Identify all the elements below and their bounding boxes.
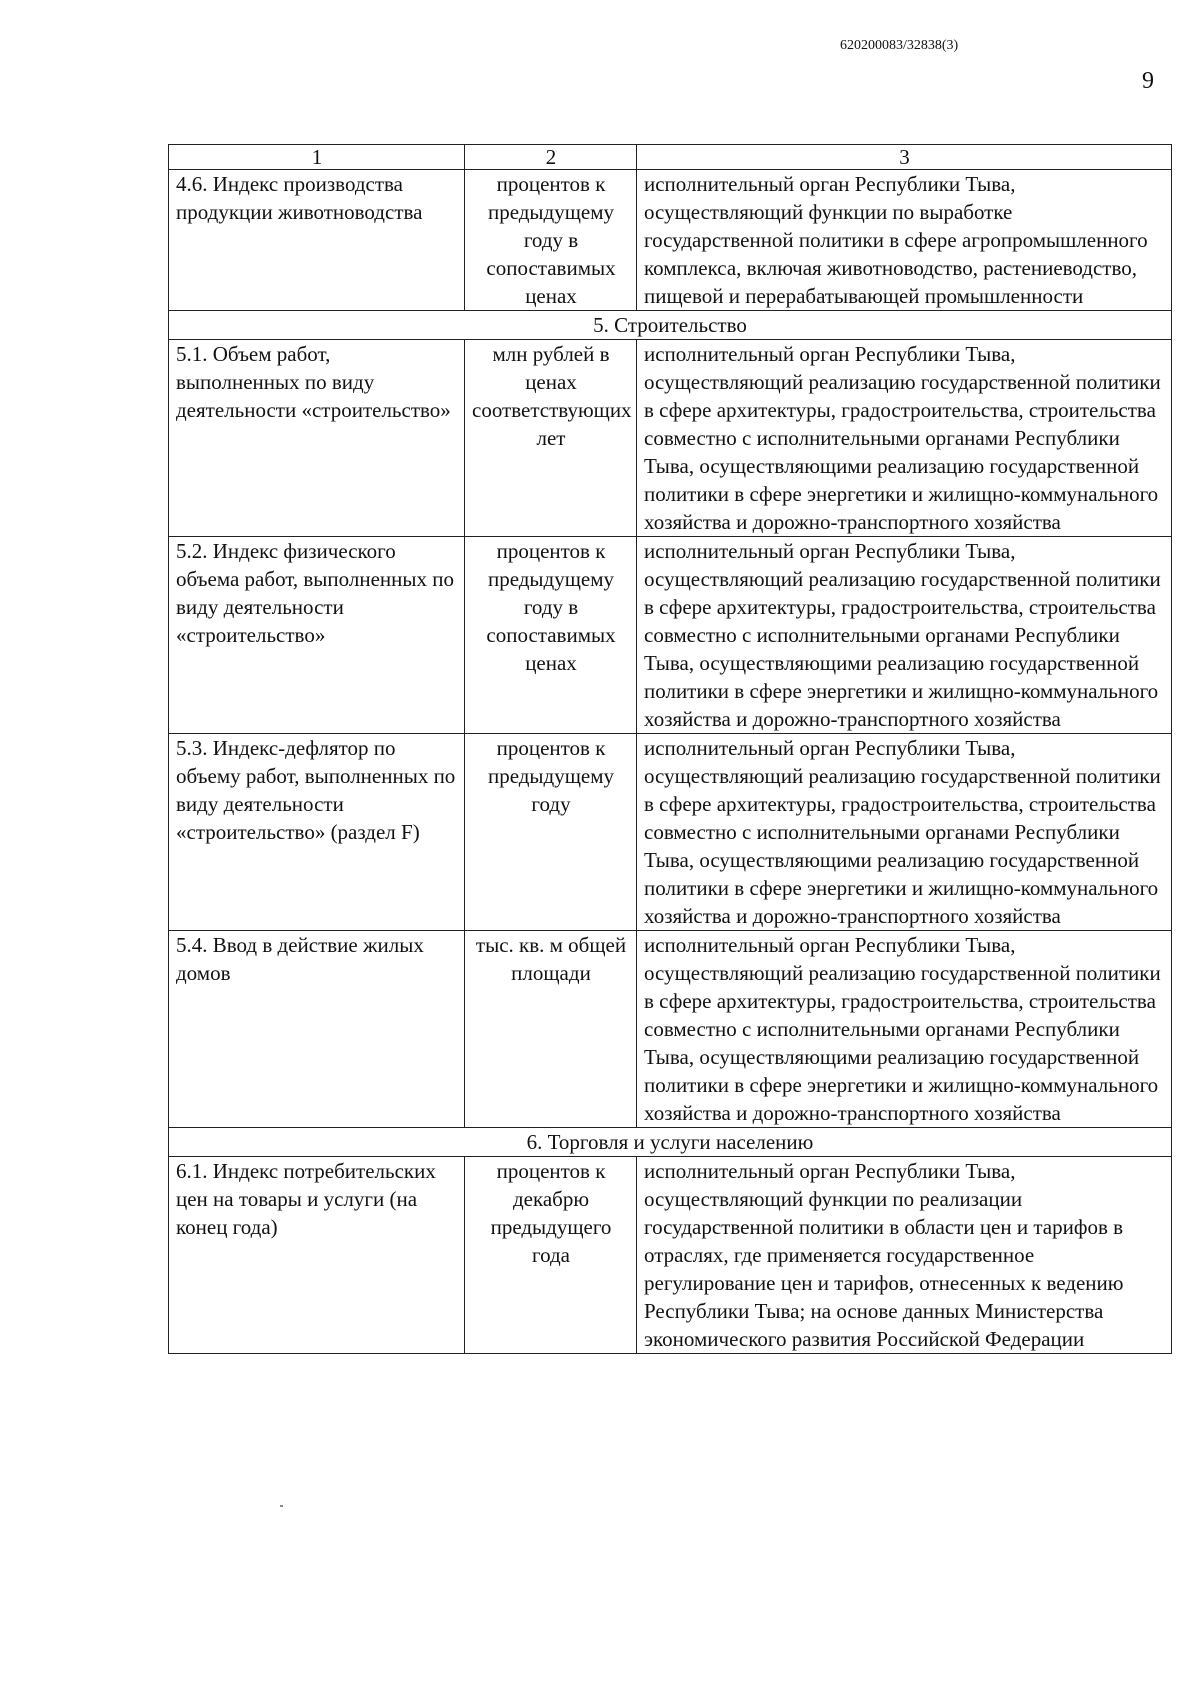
indicators-table [168,144,1172,1354]
column-header-1: 1 [169,145,465,170]
section-title: 5. Строительство [169,311,1172,340]
section-row [169,311,1172,340]
indicator-cell: 5.4. Ввод в действие жилых домов [169,931,465,1128]
table-row [169,537,1172,734]
page-number: 9 [1142,68,1154,94]
indicator-cell: 6.1. Индекс потребительских цен на товары и услуги (на конец года) [169,1157,465,1354]
unit-cell: процентов к декабрю предыдущего года [465,1157,637,1354]
indicator-cell: 5.3. Индекс-дефлятор по объему работ, выполненных по виду деятельности «строительство» (раздел F) [169,734,465,931]
indicator-cell: 5.1. Объем работ, выполненных по виду деятельности «строительство» [169,340,465,537]
column-header-2: 2 [465,145,637,170]
section-row [169,1128,1172,1157]
unit-cell: процентов к предыдущему году [465,734,637,931]
scan-speck [280,1505,283,1507]
table-header-row [169,145,1172,170]
unit-cell: тыс. кв. м общей площади [465,931,637,1128]
indicator-cell: 4.6. Индекс производства продукции животноводства [169,170,465,311]
table-row [169,340,1172,537]
document-id: 620200083/32838(3) [840,38,959,53]
responsible-cell: исполнительный орган Республики Тыва, осуществляющий реализацию государственной политики в сфере архитектуры, градостроительства, строительства совместно с исполнительными органами Республики Тыва, осуществляющими реализацию государственной политики в сфере энергетики и жилищно-коммунального хозяйства и дорожно-транспортного хозяйства [637,340,1172,537]
table-row [169,170,1172,311]
responsible-cell: исполнительный орган Республики Тыва, осуществляющий реализацию государственной политики в сфере архитектуры, градостроительства, строительства совместно с исполнительными органами Республики Тыва, осуществляющими реализацию государственной политики в сфере энергетики и жилищно-коммунального хозяйства и дорожно-транспортного хозяйства [637,537,1172,734]
unit-cell: процентов к предыдущему году в сопоставимых ценах [465,170,637,311]
unit-cell: млн рублей в ценах соответствующих лет [465,340,637,537]
unit-cell: процентов к предыдущему году в сопоставимых ценах [465,537,637,734]
table-row [169,1157,1172,1354]
responsible-cell: исполнительный орган Республики Тыва, осуществляющий реализацию государственной политики в сфере архитектуры, градостроительства, строительства совместно с исполнительными органами Республики Тыва, осуществляющими реализацию государственной политики в сфере энергетики и жилищно-коммунального хозяйства и дорожно-транспортного хозяйства [637,734,1172,931]
table-row [169,734,1172,931]
responsible-cell: исполнительный орган Республики Тыва, осуществляющий реализацию государственной политики в сфере архитектуры, градостроительства, строительства совместно с исполнительными органами Республики Тыва, осуществляющими реализацию государственной политики в сфере энергетики и жилищно-коммунального хозяйства и дорожно-транспортного хозяйства [637,931,1172,1128]
responsible-cell: исполнительный орган Республики Тыва, осуществляющий функции по выработке государственной политики в сфере агропромышленного комплекса, включая животноводство, растениеводство, пищевой и перерабатывающей промышленности [637,170,1172,311]
indicators-table-container [168,144,1171,1354]
responsible-cell: исполнительный орган Республики Тыва, осуществляющий функции по реализации государственной политики в области цен и тарифов в отраслях, где применяется государственное регулирование цен и тарифов, отнесенных к ведению Республики Тыва; на основе данных Министерства экономического развития Российской Федерации [637,1157,1172,1354]
column-header-3: 3 [637,145,1172,170]
indicator-cell: 5.2. Индекс физического объема работ, выполненных по виду деятельности «строительство» [169,537,465,734]
section-title: 6. Торговля и услуги населению [169,1128,1172,1157]
table-row [169,931,1172,1128]
